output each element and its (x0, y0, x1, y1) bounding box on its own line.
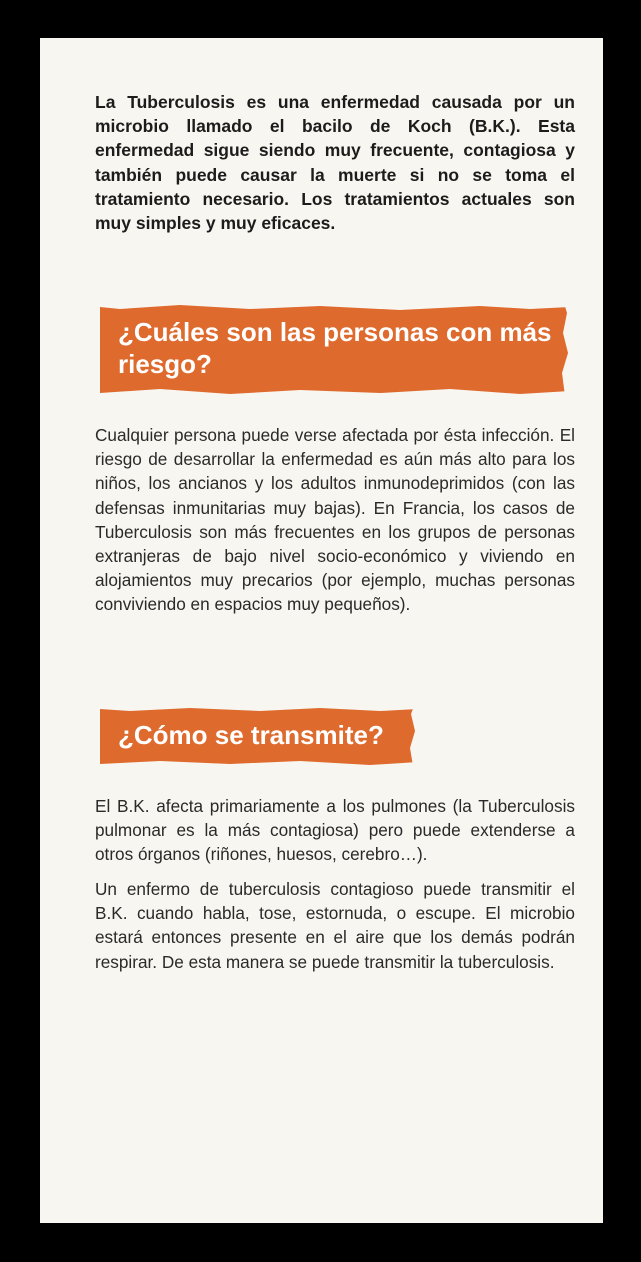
intro-paragraph: La Tuberculosis es una enfermedad causada por un microbio llamado el bacilo de Koch (B.K.). Esta enfermedad sigue siendo muy frecuente, contagiosa y también puede causar la muerte si no se toma el tratamiento necesario. Los tratamientos actuales son muy simples y muy eficaces. (95, 92, 575, 234)
risk-paragraph: Cualquier persona puede verse afectada por ésta infección. El riesgo de desarrollar la enfermedad es aún más alto para los niños, los ancianos y los adultos inmunodeprimidos (con las defensas inmunitarias muy bajas). En Francia, los casos de Tuberculosis son más frecuentes en los grupos de personas extranjeras de bajo nivel socio-económico y viviendo en alojamientos muy precarios (por ejemplo, muchas personas conviviendo en espacios muy pequeños). (95, 425, 575, 615)
section-heading-risk: ¿Cuáles son las personas con más riesgo? (118, 317, 552, 379)
section-heading-transmission: ¿Cómo se transmite? (118, 720, 384, 750)
leaflet-page (40, 38, 603, 1223)
section-heading-banner-risk (100, 303, 570, 396)
transmission-paragraph-air: Un enfermo de tuberculosis contagioso puede transmitir el B.K. cuando habla, tose, estornuda, o escupe. El microbio estará entonces presente en el aire que los demás podrán respirar. De esta manera se puede transmitir la tuberculosis. (95, 879, 575, 972)
transmission-paragraph-organs: El B.K. afecta primariamente a los pulmones (la Tuberculosis pulmonar es la más contagiosa) pero puede extenderse a otros órganos (riñones, huesos, cerebro…). (95, 796, 575, 865)
section-heading-banner-transmission (100, 706, 418, 766)
